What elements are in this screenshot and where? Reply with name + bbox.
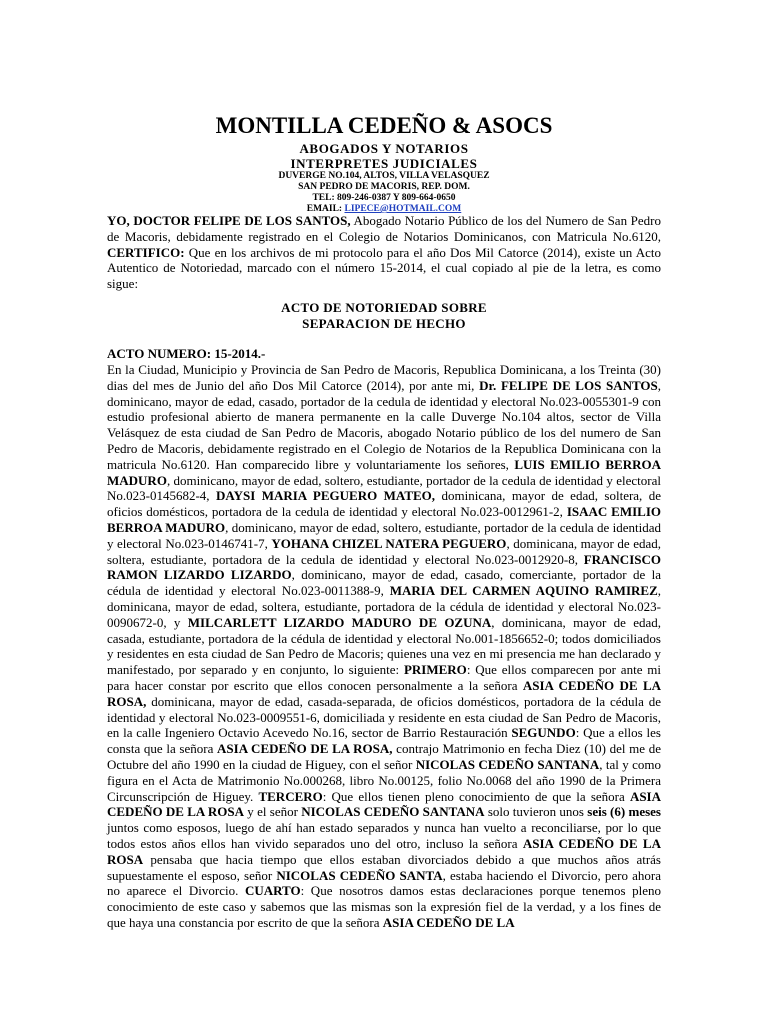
firm-name: MONTILLA CEDEÑO & ASOCS (215, 113, 553, 138)
text-run: : Que ellos comparecen por ante mi para hacer constar por escrito que ellos conocen personalmente a la señora (107, 662, 661, 693)
text-run: Abogado Notario Público de los del Numero de San Pedro de Macoris, debidamente registrado en el Colegio de Notarios Dominicanos, con Matricula No.6120, (107, 213, 661, 244)
address-line-1: DUVERGE NO.104, ALTOS, VILLA VELASQUEZ (278, 171, 490, 181)
bold-text-run: ASIA CEDEÑO DE LA ROSA, (107, 677, 662, 709)
text-run: , estaba haciendo el Divorcio, pero ahora no aparece el Divorcio. (107, 867, 661, 899)
bold-text-run: YO, DOCTOR FELIPE DE LOS SANTOS, (107, 213, 351, 228)
bold-text-run: seis (6) meses (587, 804, 661, 820)
bold-text-run: CERTIFICO: (107, 244, 185, 260)
text-run: dominicana, mayor de edad, casada-separada, de oficios domésticos, portadora de la cédula de identidad y electoral No.023-0009551-6, domiciliada y residente en esta ciudad de San Pedro de Macoris, en la calle Ingeniero Octavio Acevedo No.16, sector de Barrio Restauración (107, 693, 661, 741)
text-run: : Que ellos tienen pleno conocimiento de que la señora (322, 788, 630, 804)
bold-text-run: TERCERO (258, 788, 323, 804)
text-run: juntos como esposos, luego de ahí han estado separados y nunca han vuelto a reconciliarse, por lo que todos estos años ellos han vivido separados uno del otro, incluso la señora (107, 820, 661, 851)
bold-text-run: ISAAC EMILIO BERROA MADURO (107, 504, 662, 535)
text-run: , dominicano, mayor de edad, casado, comerciante, portador de la cédula de identidad y electoral No.023-0011388-9, (107, 567, 661, 599)
text-run: , dominicano, mayor de edad, soltero, estudiante, portador de la cedula de identidad y electoral No.023-0145682-4, (107, 472, 661, 504)
bold-text-run: ASIA CEDEÑO DE LA (382, 914, 515, 930)
phone-line: TEL: 809-246-0387 Y 809-664-0650 (312, 193, 456, 203)
bold-text-run: FRANCISCO RAMON LIZARDO LIZARDO (107, 551, 661, 583)
bold-text-run: MILCARLETT LIZARDO MADURO DE OZUNA (187, 614, 492, 630)
text-run: dominicana, mayor de edad, soltera, de oficios domésticos, portadora de la cedula de identidad y electoral No.023-0012961-2, (107, 488, 662, 520)
acto-number: ACTO NUMERO: 15-2014.- (107, 346, 266, 361)
bold-text-run: NICOLAS CEDEÑO SANTANA (301, 804, 485, 820)
text-run: , dominicana, mayor de edad, casada, estudiante, portadora de la cédula de identidad y electoral No.001-1856652-0; todos domiciliados y residentes en esta ciudad de San Pedro de Macoris; quienes una vez en mi presencia me han declarado y manifestado, por separado y en conjunto, lo siguiente: (107, 614, 661, 678)
text-run: y el señor (244, 804, 302, 820)
bold-text-run: ASIA CEDEÑO DE LA ROSA (107, 788, 662, 820)
acto-title-line-1: ACTO DE NOTORIEDAD SOBRE (281, 300, 487, 315)
firm-subtitle-2: INTERPRETES JUDICIALES (290, 156, 478, 171)
bold-text-run: LUIS EMILIO BERROA MADURO (107, 456, 661, 488)
bold-text-run: PRIMERO (403, 662, 467, 678)
text-run: : Que nosotros damos estas declaraciones porque tenemos pleno conocimiento de este caso y sabemos que las mismas son la expresión fiel de la verdad, y a los fines de que haya una constancia por escrito de que la señora (107, 883, 661, 930)
text-run: En la Ciudad, Municipio y Provincia de San Pedro de Macoris, Republica Dominicana, a los Treinta (30) dias del mes de Junio del año Dos Mil Catorce (2014), por ante mi, (107, 362, 661, 393)
acto-title-line-2: SEPARACION DE HECHO (302, 316, 466, 331)
bold-text-run: YOHANA CHIZEL NATERA PEGUERO (271, 535, 507, 551)
acto-title (0, 300, 768, 332)
text-run: , dominicano, mayor de edad, casado, portador de la cedula de identidad y electoral No.023-0055301-9 con estudio profesional abierto de manera permanente en la calle Duverge No.104 altos, sector de Villa Velásquez de esta ciudad de San Pedro de Macoris, abogado Notario público de los del numero de San Pedro de Macoris, debidamente registrado en el Colegio de Notarios de la Republica Dominicana con la matricula No.6120. Han comparecido libre y voluntariamente los señores, (107, 377, 662, 472)
text-run: , dominicano, mayor de edad, soltero, estudiante, portador de la cedula de identidad y electoral No.023-0146741-7, (107, 519, 661, 551)
bold-text-run: ASIA CEDEÑO DE LA ROSA (107, 835, 661, 867)
firm-subtitle-1: ABOGADOS Y NOTARIOS (299, 141, 469, 156)
bold-text-run: CUARTO (244, 883, 301, 899)
acto-body-paragraph (107, 362, 661, 931)
text-run: contrajo Matrimonio en fecha Diez (10) del me de Octubre del año 1990 en la ciudad de Higuey, con el señor (107, 741, 661, 772)
letterhead (0, 111, 768, 215)
bold-text-run: MARIA DEL CARMEN AQUINO RAMIREZ (389, 583, 658, 599)
bold-text-run: ASIA CEDEÑO DE LA ROSA, (217, 741, 393, 757)
bold-text-run: Dr. FELIPE DE LOS SANTOS (479, 377, 658, 393)
text-run: : Que a ellos les consta que la señora (107, 725, 661, 757)
bold-text-run: SEGUNDO (511, 725, 576, 741)
bold-text-run: NICOLAS CEDEÑO SANTA (276, 867, 443, 883)
email-link[interactable]: LIPECE@HOTMAIL.COM (344, 204, 462, 214)
text-run: , dominicana, mayor de edad, soltera, estudiante, portadora de la cédula de identidad y electoral No.023-0090672-0, y (107, 583, 661, 630)
bold-text-run: DAYSI MARIA PEGUERO MATEO, (216, 488, 436, 504)
text-run: Que en los archivos de mi protocolo para el año Dos Mil Catorce (2014), existe un Acto Autentico de Notoriedad, marcado con el número 15-2014, el cual copiado al pie de la letra, es como sigue: (107, 244, 661, 292)
address-line-2: SAN PEDRO DE MACORIS, REP. DOM. (298, 182, 470, 192)
bold-text-run: NICOLAS CEDEÑO SANTANA (415, 756, 600, 772)
text-run: pensaba que hacia tiempo que ellos estaban divorciados debido a que muchos años atrás supuestamente el esposo, señor (107, 851, 661, 883)
email-label: EMAIL: (306, 204, 343, 214)
text-run: , tal y como figura en el Acta de Matrimonio No.000268, libro No.00125, folio No.0068 del año 1990 de la Primera Circunscripción de Higuey. (107, 756, 661, 804)
text-run: , dominicana, mayor de edad, soltera, estudiante, portadora de la cedula de identidad y electoral No.023-0012920-8, (107, 535, 661, 567)
text-run: solo tuvieron unos (484, 804, 588, 820)
certification-paragraph (107, 213, 661, 292)
